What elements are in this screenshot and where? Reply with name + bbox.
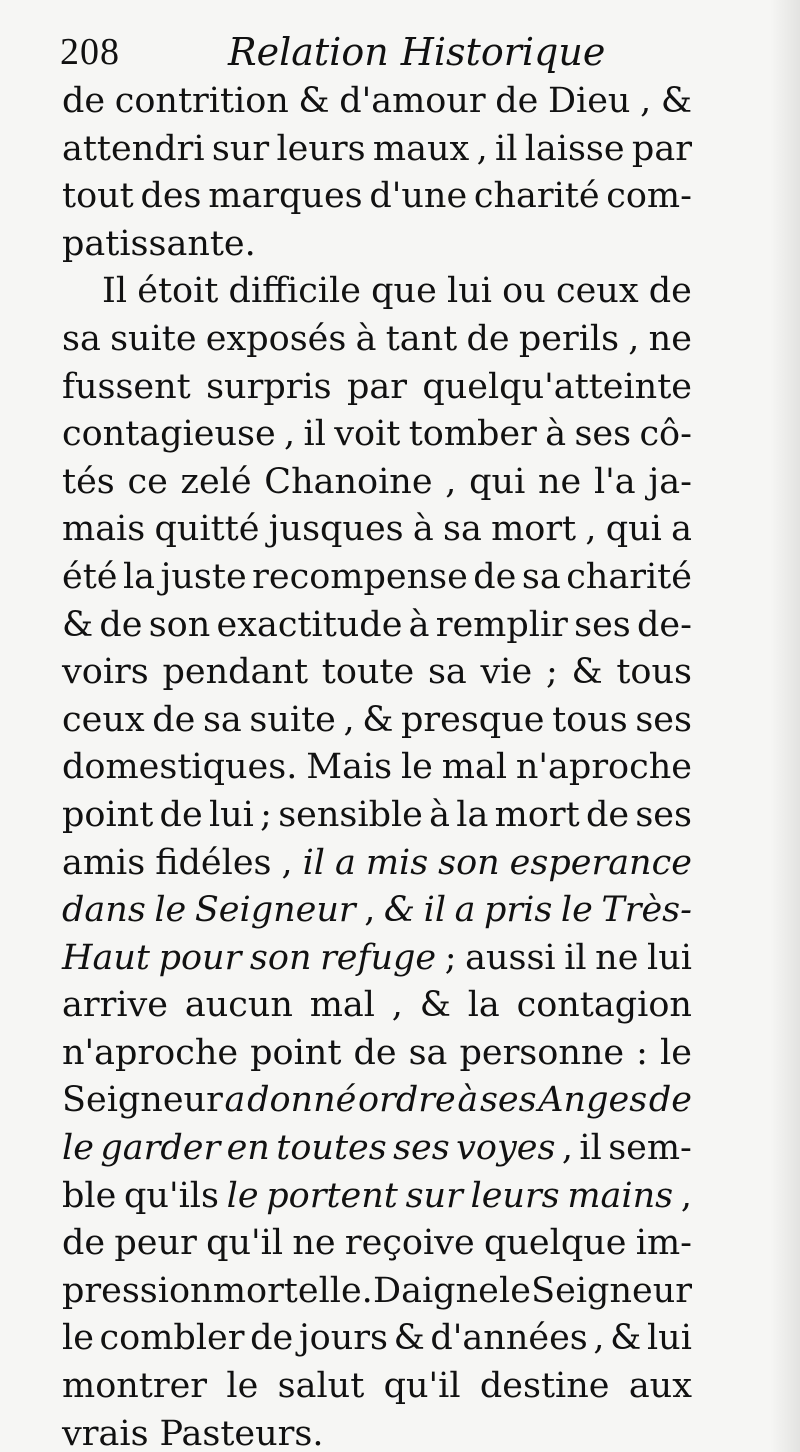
word: sur — [405, 1175, 463, 1216]
word: toute — [321, 652, 415, 693]
text-line — [62, 1411, 692, 1452]
word: de — [495, 81, 539, 121]
word: zelé — [180, 461, 252, 502]
text-line — [62, 649, 692, 697]
word: & — [660, 81, 692, 121]
word: mains — [567, 1175, 674, 1216]
word: ja- — [648, 461, 692, 502]
text-line — [62, 459, 692, 507]
body-text — [62, 78, 692, 1452]
word: le — [226, 1175, 259, 1216]
word: Très- — [601, 890, 692, 931]
word: difficile — [228, 271, 361, 312]
word: de — [585, 794, 630, 835]
word: la — [456, 794, 489, 835]
word: qu'ils — [124, 1175, 219, 1216]
word: de — [152, 699, 196, 740]
word: le — [660, 1032, 692, 1073]
word: aucun — [184, 985, 293, 1026]
word: sa — [408, 1032, 448, 1073]
word: mort — [494, 794, 580, 835]
word: contagieuse — [62, 414, 276, 455]
word: ses — [635, 794, 692, 835]
running-head: Relation Historique — [228, 30, 606, 74]
word: mis — [365, 842, 429, 883]
word: domestiques. — [62, 747, 298, 788]
word: mort — [491, 509, 577, 550]
word: , — [281, 842, 293, 883]
word: com- — [606, 176, 692, 217]
word: mais — [62, 509, 146, 550]
word: par — [631, 128, 692, 169]
word: destine — [479, 1366, 610, 1407]
word: remplir — [435, 604, 568, 645]
word: , — [391, 985, 403, 1026]
word: & — [571, 652, 603, 693]
word: laisse — [524, 128, 625, 169]
word: cô- — [639, 414, 692, 455]
word: des — [140, 176, 202, 217]
word: la — [467, 985, 500, 1026]
text-line — [62, 1315, 692, 1363]
word: aussi — [465, 937, 556, 978]
word: qu'il — [383, 1366, 461, 1407]
word: il — [495, 128, 518, 169]
word: qu'il — [206, 1223, 284, 1264]
text-line — [62, 506, 692, 554]
word: quitté — [154, 509, 260, 550]
word: charité — [566, 556, 692, 597]
word: la — [122, 556, 156, 597]
word: portent — [266, 1175, 398, 1216]
page-edge-shadow — [770, 0, 800, 1452]
word: : — [636, 1032, 648, 1073]
word: im- — [635, 1223, 692, 1264]
word: Dieu — [547, 81, 631, 121]
word: a — [334, 842, 356, 883]
word: Haut — [62, 937, 150, 978]
text-line — [62, 697, 692, 745]
word: refuge — [320, 937, 437, 978]
word: pour — [158, 937, 242, 978]
word: de — [466, 318, 510, 359]
word: & — [393, 1318, 425, 1359]
word: à — [355, 318, 377, 359]
word: Daigne — [373, 1270, 499, 1311]
text-line — [62, 173, 692, 221]
word: a — [454, 890, 476, 931]
word: sem- — [608, 1128, 692, 1169]
word: Il — [102, 271, 128, 312]
word: n'aproche — [515, 747, 692, 788]
text-line — [62, 316, 692, 364]
word: jusques — [268, 509, 404, 550]
word: Chanoine — [264, 461, 433, 502]
word: maux — [372, 128, 470, 169]
word: esperance — [509, 842, 692, 883]
word: , — [284, 414, 296, 455]
word: tomber — [408, 414, 537, 455]
word: tant — [385, 318, 458, 359]
word: fussent — [62, 366, 191, 407]
text-line — [62, 982, 692, 1030]
word: par — [346, 366, 407, 407]
word: , — [628, 318, 640, 359]
word: le — [400, 747, 433, 788]
word: , — [640, 81, 652, 121]
word: il — [303, 414, 326, 455]
word: Anges — [538, 1080, 648, 1121]
word: ; — [260, 794, 272, 835]
text-line — [62, 1173, 692, 1221]
word: , — [680, 1175, 692, 1216]
word: , — [476, 128, 488, 169]
word: il — [423, 890, 447, 931]
word: combler — [99, 1318, 245, 1359]
word: garder — [100, 1128, 221, 1169]
word: donné — [247, 1080, 357, 1121]
word: point — [250, 1032, 342, 1073]
word: patissante. — [62, 223, 256, 264]
word: ceux — [555, 271, 639, 312]
word: d'années — [430, 1318, 588, 1359]
word: son — [148, 604, 211, 645]
word: ; — [444, 937, 457, 978]
word: & — [383, 890, 416, 931]
word: sa — [427, 652, 467, 693]
word: le — [226, 1366, 259, 1407]
word: pression — [62, 1270, 213, 1311]
word: aux — [628, 1366, 692, 1407]
word: tous — [616, 652, 692, 693]
word: ordre — [358, 1080, 456, 1121]
word: il — [579, 1128, 602, 1169]
word: étoit — [137, 271, 219, 312]
word: mal — [309, 985, 375, 1026]
text-line — [62, 1220, 692, 1268]
word: n'aproche — [62, 1032, 239, 1073]
word: vrais — [62, 1413, 149, 1452]
word: salut — [277, 1366, 365, 1407]
word: ble — [62, 1175, 117, 1216]
word: pendant — [162, 652, 309, 693]
word: marques — [208, 176, 363, 217]
word: ses — [635, 699, 692, 740]
word: amis — [62, 842, 146, 883]
word: voit — [334, 414, 401, 455]
word: contrition — [114, 81, 289, 121]
word: qui — [469, 461, 526, 502]
word: il — [564, 937, 587, 978]
text-line — [62, 221, 692, 269]
word: son — [249, 937, 312, 978]
word: quelqu'atteinte — [422, 366, 692, 407]
word: sa — [202, 699, 242, 740]
word: perils — [518, 318, 620, 359]
word: & — [362, 699, 394, 740]
word: ce — [127, 461, 168, 502]
text-line — [62, 1268, 692, 1316]
word: & — [298, 81, 330, 121]
word: ses — [393, 1128, 450, 1169]
word: qui — [605, 509, 662, 550]
text-line — [62, 554, 692, 602]
word: & — [62, 604, 94, 645]
word: mal — [441, 747, 508, 788]
word: , — [585, 509, 597, 550]
word: ne — [292, 1223, 336, 1264]
word: Seigneur — [194, 890, 356, 931]
word: à — [412, 509, 434, 550]
word: d'une — [369, 176, 468, 217]
word: Pasteurs. — [159, 1413, 324, 1452]
word: a — [671, 509, 692, 550]
word: à — [457, 1080, 479, 1121]
word: reçoive — [344, 1223, 475, 1264]
text-line — [62, 887, 692, 935]
word: de — [648, 1080, 692, 1121]
word: l'a — [593, 461, 636, 502]
word: ne — [648, 318, 692, 359]
word: peur — [114, 1223, 197, 1264]
word: de — [648, 271, 692, 312]
word: ses — [479, 1080, 537, 1121]
word: point — [62, 794, 154, 835]
word: dans — [62, 890, 146, 931]
word: de — [353, 1032, 397, 1073]
word: le — [499, 1270, 531, 1311]
word: son — [438, 842, 500, 883]
word: personne — [459, 1032, 625, 1073]
text-line — [62, 1030, 692, 1078]
text-line — [62, 411, 692, 459]
text-line — [62, 935, 692, 983]
word: sa — [443, 509, 482, 550]
word: d'amour — [339, 81, 486, 121]
word: presque — [401, 699, 545, 740]
word: Seigneur — [531, 1270, 692, 1311]
word: de — [62, 1223, 106, 1264]
word: de- — [636, 604, 692, 645]
word: le — [560, 890, 593, 931]
word: il — [302, 842, 325, 883]
word: lui — [208, 794, 254, 835]
word: lui — [447, 271, 492, 312]
word: suite — [249, 699, 336, 740]
word: a — [224, 1080, 246, 1121]
word: en — [226, 1128, 270, 1169]
word: , — [364, 890, 376, 931]
text-line — [62, 364, 692, 412]
word: pris — [484, 890, 553, 931]
word: que — [371, 271, 437, 312]
word: à — [408, 604, 430, 645]
word: , — [445, 461, 457, 502]
word: lui — [646, 1318, 692, 1359]
word: Seigneur — [62, 1080, 223, 1121]
word: sur — [211, 128, 270, 169]
text-line — [62, 78, 692, 126]
word: ; — [545, 652, 558, 693]
word: sensible — [278, 794, 423, 835]
word: mortelle. — [212, 1270, 373, 1311]
word: voyes — [456, 1128, 556, 1169]
text-line — [62, 1363, 692, 1411]
word: surpris — [206, 366, 332, 407]
word: montrer — [62, 1366, 208, 1407]
word: tout — [62, 176, 134, 217]
word: lui — [647, 937, 692, 978]
word: ou — [502, 271, 546, 312]
word: suite — [110, 318, 197, 359]
text-line — [62, 268, 692, 316]
text-line — [62, 792, 692, 840]
word: de — [473, 556, 517, 597]
word: le — [62, 1128, 94, 1169]
word: , — [561, 1128, 573, 1169]
word: , — [343, 699, 355, 740]
word: ses — [574, 414, 632, 455]
word: ne — [595, 937, 639, 978]
word: à — [545, 414, 567, 455]
word: ses — [574, 604, 631, 645]
word: leurs — [470, 1175, 560, 1216]
text-line — [62, 1125, 692, 1173]
word: vie — [480, 652, 533, 693]
word: sa — [62, 318, 101, 359]
word: & — [610, 1318, 642, 1359]
word: sa — [521, 556, 561, 597]
word: exactitude — [216, 604, 403, 645]
word: toutes — [276, 1128, 387, 1169]
word: Mais — [306, 747, 393, 788]
word: à — [429, 794, 451, 835]
word: fidéles — [155, 842, 272, 883]
word: ne — [537, 461, 582, 502]
word: tés — [62, 461, 115, 502]
word: ceux — [62, 699, 145, 740]
word: de — [250, 1318, 294, 1359]
page-number: 208 — [60, 31, 120, 73]
word: , — [593, 1318, 605, 1359]
text-line — [62, 602, 692, 650]
word: arrive — [62, 985, 169, 1026]
word: tous — [552, 699, 628, 740]
text-line — [62, 126, 692, 174]
word: le — [154, 890, 187, 931]
word: de — [159, 794, 203, 835]
word: jours — [298, 1318, 388, 1359]
text-line — [62, 744, 692, 792]
word: le — [62, 1318, 94, 1359]
word: leurs — [276, 128, 366, 169]
word: attendri — [62, 128, 205, 169]
word: contagion — [516, 985, 692, 1026]
text-line — [62, 1077, 692, 1125]
word: été — [62, 556, 118, 597]
word: exposés — [205, 318, 347, 359]
word: juste — [160, 556, 247, 597]
word: & — [419, 985, 451, 1026]
word: charité — [473, 176, 600, 217]
word: quelque — [483, 1223, 627, 1264]
word: voirs — [62, 652, 149, 693]
text-line — [62, 840, 692, 888]
word: de — [99, 604, 143, 645]
word: recompense — [252, 556, 468, 597]
page-header — [60, 30, 700, 80]
word: de — [62, 81, 106, 121]
